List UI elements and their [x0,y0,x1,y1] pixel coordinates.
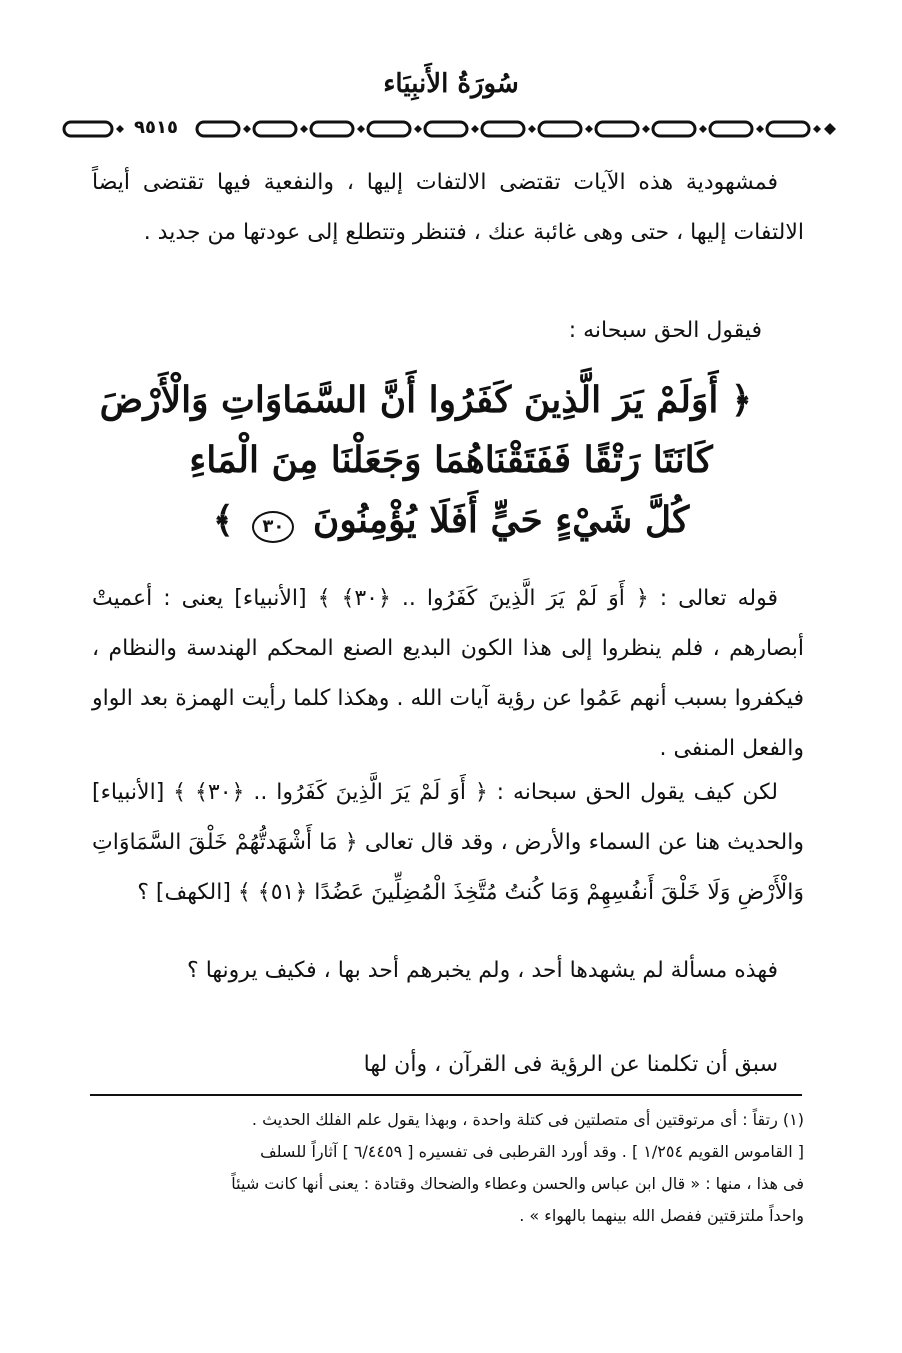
paragraph-2: فيقول الحق سبحانه : [568,318,762,343]
footnote-line-2: [ القاموس القويم ١/٢٥٤ ] . وقد أورد القرطبى فى تفسيره [ ٦/٤٤٥٩ ] آثاراً للسلف [260,1142,804,1161]
quran-verse-block [99,370,752,550]
footnote-line-1: (١) رتقاً : أى مرتوقتين أى متصلتين فى كتلة واحدة ، وبهذا يقول علم الفلك الحديث . [251,1110,804,1129]
paragraph-3: قوله تعالى : ﴿ أَوَ لَمْ يَرَ الَّذِينَ كَفَرُوا .. ﴿٣٠﴾ ﴾ [الأنبياء] يعنى : أعميتْ أبصارهم ، فلم ينظروا إلى هذا الكون البديع الصنع المحكم الهندسة والنظام ، فيكفروا بسبب أنهم عَمُوا عن رؤية آيات الله . وهكذا كلما رأيت الهمزة بعد الواو والفعل المنفى . [92,586,804,761]
paragraph-4: لكن كيف يقول الحق سبحانه : ﴿ أَوَ لَمْ يَرَ الَّذِينَ كَفَرُوا .. ﴿٣٠﴾ ﴾ [الأنبياء] والحديث هنا عن السماء والأرض ، وقد قال تعالى ﴿ مَا أَشْهَدتُّهُمْ خَلْقَ السَّمَاوَاتِ وَالْأَرْضِ وَلَا خَلْقَ أَنفُسِهِمْ وَمَا كُنتُ مُتَّخِذَ الْمُضِلِّينَ عَضُدًا ﴿٥١﴾ ﴾ [الكهف] ؟ [92,780,804,905]
footnote-line-4: واحداً ملتزقتين ففصل الله بينهما بالهواء » . [519,1206,804,1225]
verse-number-marker: ٣٠ [252,511,294,543]
footnote-line-3: فى هذا ، منها : « قال ابن عباس والحسن وعطاء والضحاك وقتادة : يعنى أنها كانت شيئاً [231,1174,804,1193]
footnote-divider [90,1094,802,1096]
surah-title: سُورَةُ الأَنبِيَاء [383,69,519,99]
paragraph-1: فمشهودية هذه الآيات تقتضى الالتفات إليها ، والنفعية فيها تقتضى أيضاً الالتفات إليها ، حتى وهى غائبة عنك ، فتنظر وتتطلع إلى عودتها من جديد . [92,170,804,245]
page-number: ٩٥١٥ [128,114,184,142]
quran-verse-line-3 [150,490,752,550]
quran-verse-line-3-text: كُلَّ شَيْءٍ حَيٍّ أَفَلَا يُؤْمِنُونَ [312,499,690,541]
quran-close-bracket: ﴾ [212,499,234,541]
paragraph-6: سبق أن تكلمنا عن الرؤية فى القرآن ، وأن لها [363,1052,778,1077]
footnote-block [92,1104,804,1232]
quran-verse-line-1: ﴿ أَوَلَمْ يَرَ الَّذِينَ كَفَرُوا أَنَّ السَّمَاوَاتِ وَالْأَرْضَ [99,379,752,421]
paragraph-5: فهذه مسألة لم يشهدها أحد ، ولم يخبرهم أحد بها ، فكيف يرونها ؟ [187,958,778,983]
quran-verse-line-2: كَانَتَا رَتْقًا فَفَتَقْنَاهُمَا وَجَعَلْنَا مِنَ الْمَاءِ [189,439,713,481]
